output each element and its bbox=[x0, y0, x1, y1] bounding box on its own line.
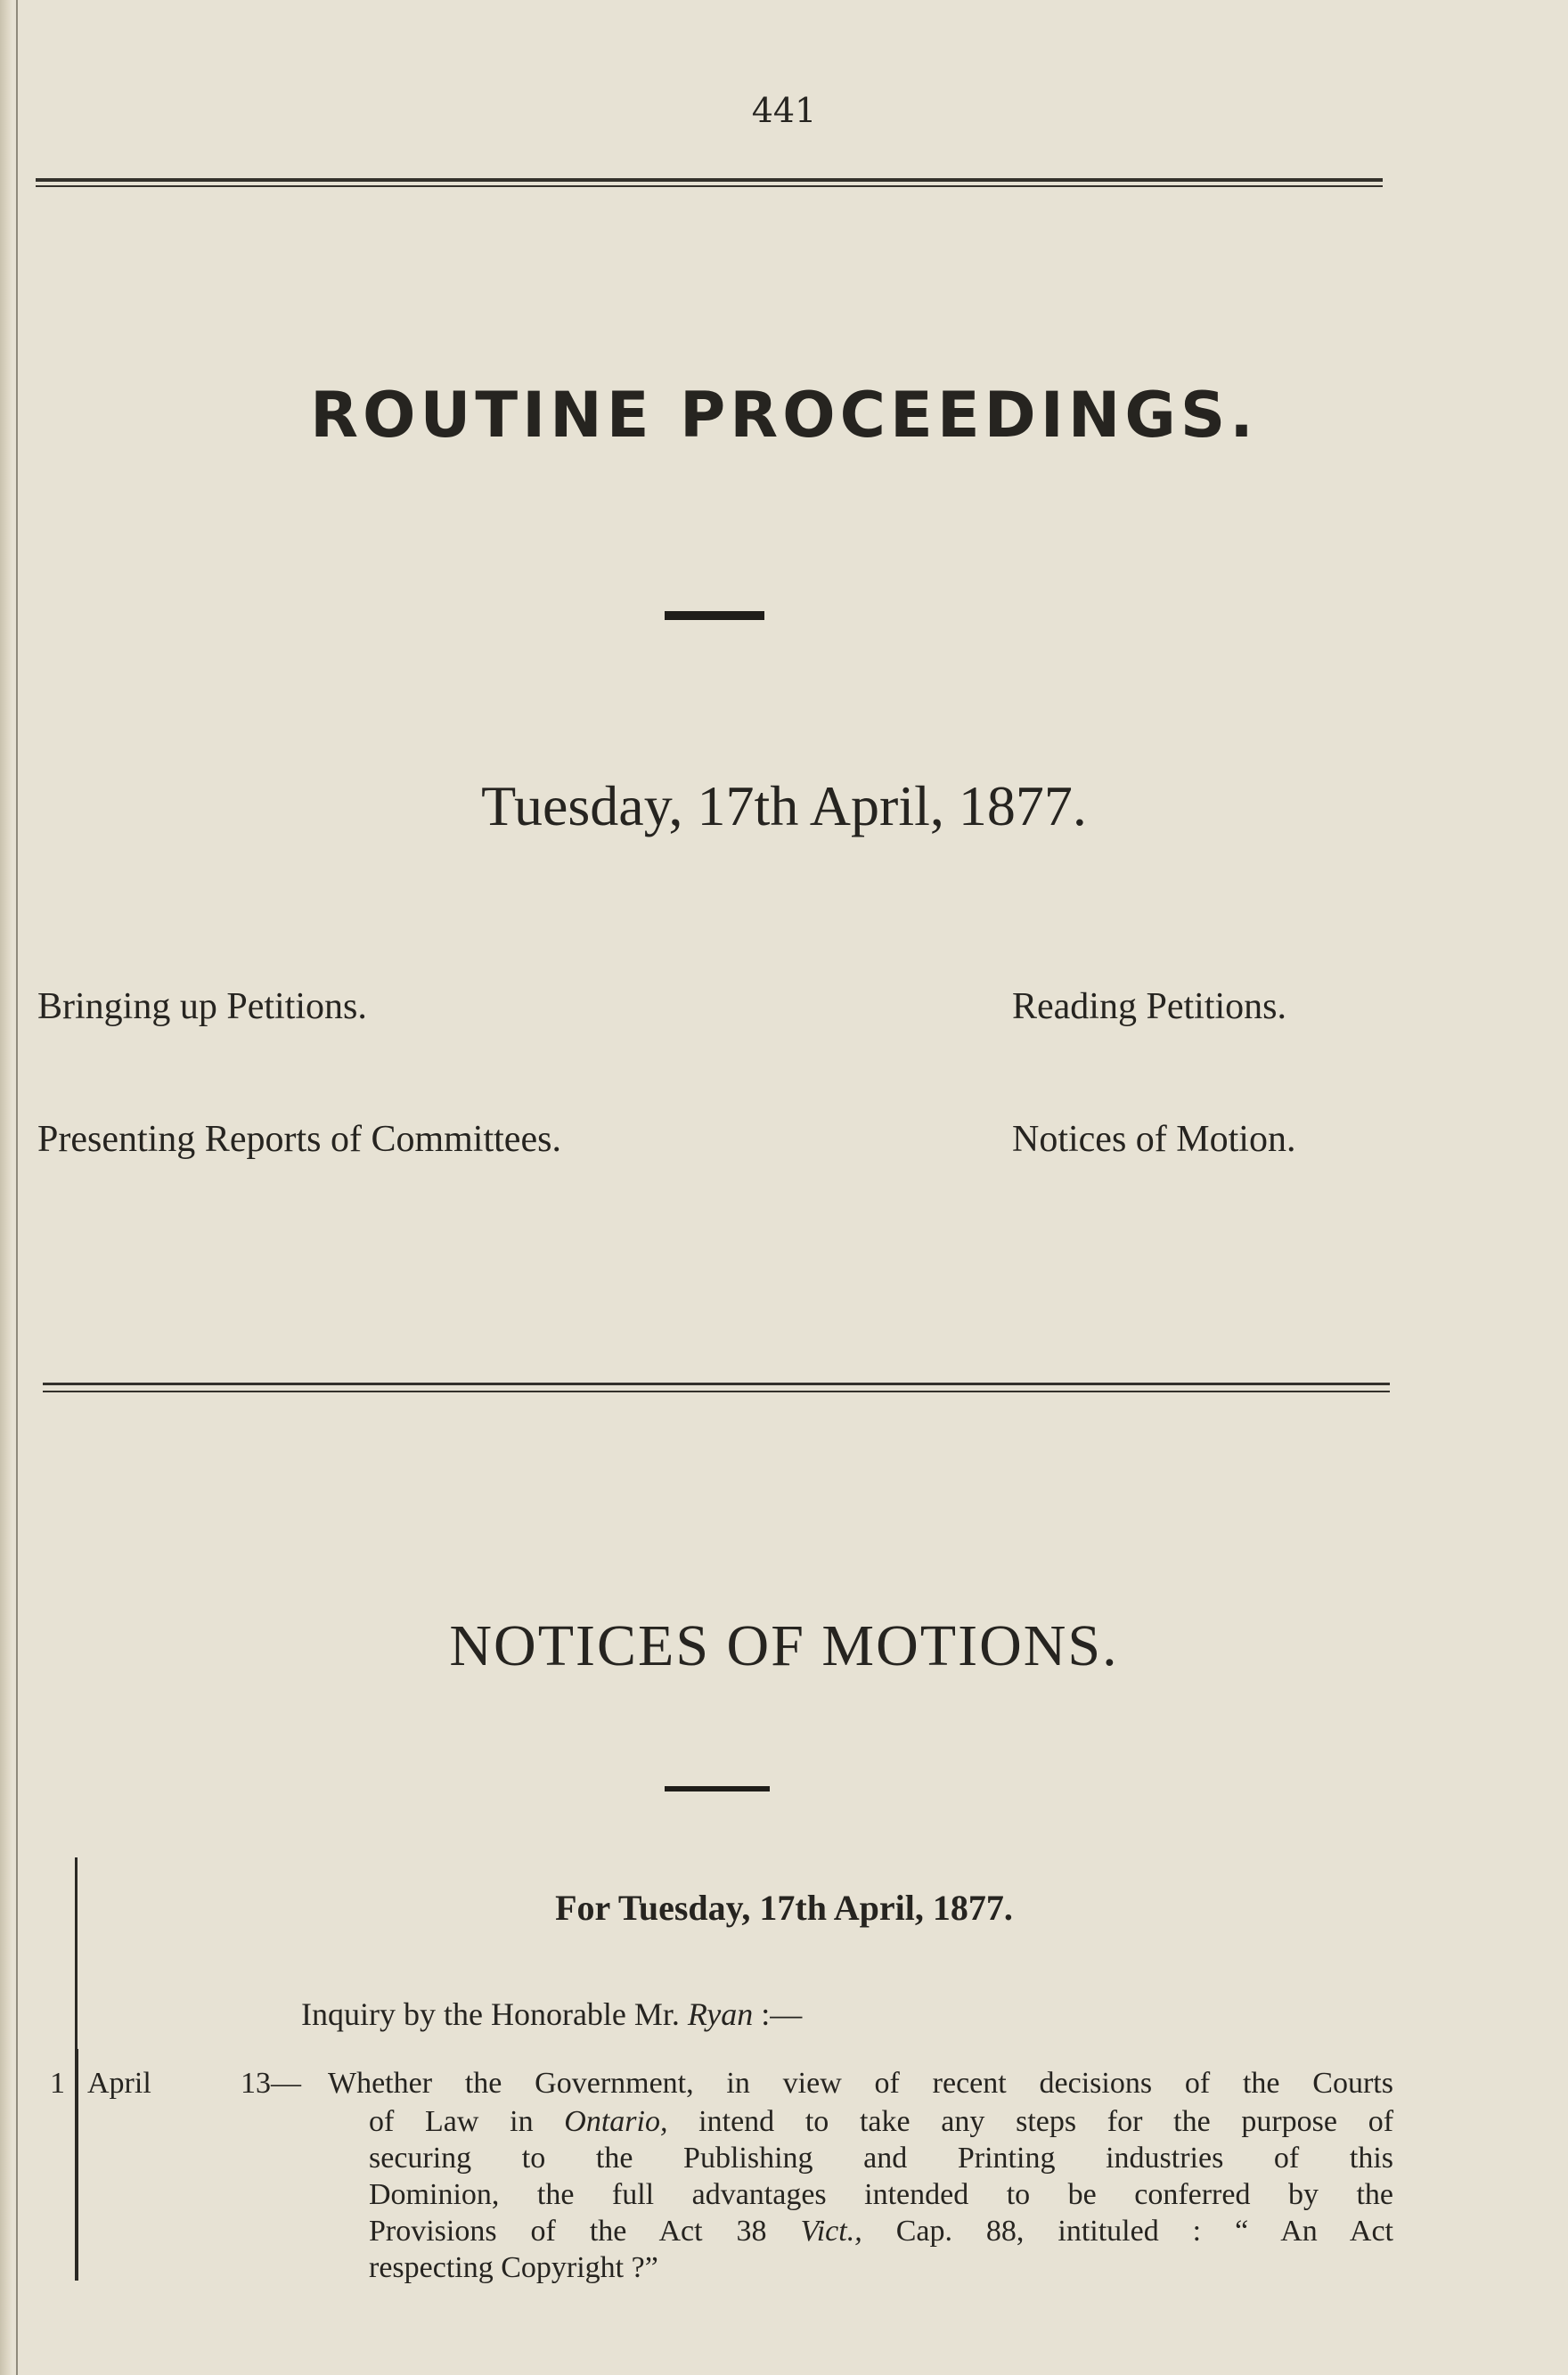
entry-text-fragment: of Law in bbox=[369, 2105, 534, 2138]
entry-text-line bbox=[369, 2213, 1393, 2249]
entry-text-line: securing to the Publishing and Printing industries of this bbox=[369, 2142, 1393, 2175]
entry-text-line: Whether the Government, in view of recent decisions of the Courts bbox=[328, 2067, 1393, 2100]
section-rule-thin bbox=[43, 1391, 1390, 1392]
routine-item-reading-petitions: Reading Petitions. bbox=[1012, 986, 1286, 1027]
entry-label: 13— bbox=[241, 2067, 301, 2100]
entry-text-fragment: intend to take any steps for the purpose of bbox=[698, 2105, 1394, 2138]
entry-text-line: Dominion, the full advantages intended to be conferred by the bbox=[369, 2178, 1393, 2211]
routine-item-bringing-up-petitions: Bringing up Petitions. bbox=[37, 986, 367, 1027]
routine-item-notices-of-motion: Notices of Motion. bbox=[1012, 1119, 1296, 1160]
section-rule-thick bbox=[43, 1383, 1390, 1385]
notices-divider-dash bbox=[665, 1786, 770, 1791]
page-binding bbox=[0, 0, 12, 2375]
margin-rule-heavy bbox=[75, 2049, 78, 2281]
inquiry-member: Ryan bbox=[687, 1996, 754, 2032]
entry-text-fragment: Cap. 88, intituled : “ An Act bbox=[895, 2215, 1393, 2248]
entry-text-fragment: Provisions of the Act 38 bbox=[369, 2215, 767, 2248]
entry-text bbox=[369, 2103, 1393, 2286]
entry-text-line: respecting Copyright ?” bbox=[369, 2251, 658, 2284]
section-divider-dash bbox=[665, 611, 764, 620]
notices-of-motions-heading: NOTICES OF MOTIONS. bbox=[449, 1613, 1119, 1678]
header-rule-thin bbox=[36, 185, 1383, 187]
header-rule-thick bbox=[36, 178, 1383, 182]
page-number: 441 bbox=[751, 91, 817, 130]
sitting-date: Tuesday, 17th April, 1877. bbox=[481, 774, 1087, 837]
entry-month: April bbox=[87, 2067, 151, 2100]
notice-day-heading: For Tuesday, 17th April, 1877. bbox=[555, 1888, 1013, 1928]
routine-proceedings-heading: ROUTINE PROCEEDINGS. bbox=[310, 379, 1258, 452]
entry-number: 1 bbox=[50, 2067, 65, 2100]
entry-text-italic: Vict., bbox=[800, 2215, 862, 2248]
routine-item-presenting-reports: Presenting Reports of Committees. bbox=[37, 1119, 561, 1160]
entry-text-line bbox=[369, 2103, 1393, 2140]
entry-text-italic: Ontario, bbox=[564, 2105, 668, 2138]
inquiry-suffix: :— bbox=[761, 1996, 803, 2032]
binding-edge-line bbox=[16, 0, 18, 2375]
inquiry-prefix: Inquiry by the Honorable Mr. bbox=[301, 1996, 680, 2032]
inquiry-line bbox=[301, 1995, 802, 2033]
